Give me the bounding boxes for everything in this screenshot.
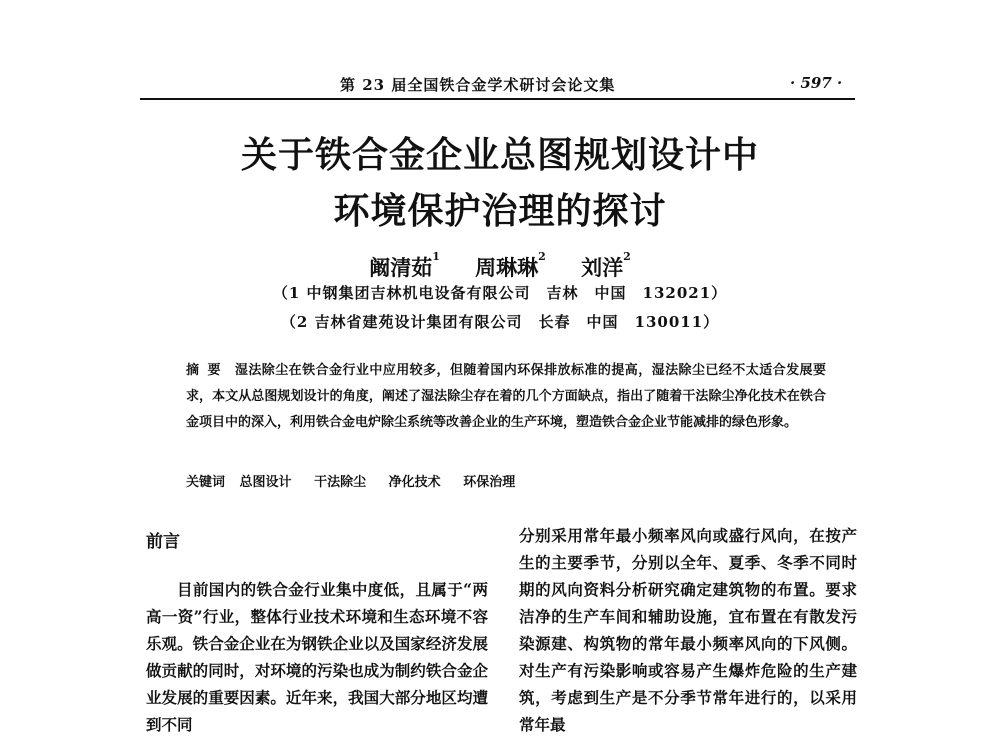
author-affiliation-mark: 2 — [538, 250, 546, 263]
affiliation-1: （1 中钢集团吉林机电设备有限公司 吉林 中国 132021） — [272, 284, 728, 302]
keywords — [186, 471, 533, 490]
body-paragraph: 目前国内的铁合金行业集中度低，且属于“两高一资”行业，整体行业技术环境和生态环境不容乐观。铁合金企业在为钢铁企业以及国家经济发展做贡献的同时，对环境的污染也成为制约铁合金企业发展的重要因素。近年来，我国大部分地区均遭到不同 — [146, 580, 488, 734]
body-paragraph: 分别采用常年最小频率风向或盛行风向，在按产生的主要季节，分别以全年、夏季、冬季不同时期的风向资料分析研究确定建筑物的布置。要求洁净的生产车间和辅助设施，宜布置在有散发污染源建、构筑物的常年最小频率风向的下风侧。对生产有污染影响或容易产生爆炸危险的生产建筑，考虑到生产是不分季节常年进行的，以采用常年最 — [519, 526, 857, 734]
section-heading-preface: 前言 — [146, 532, 180, 552]
affiliation-2: （2 吉林省建苑设计集团有限公司 长春 中国 130011） — [280, 313, 720, 331]
keywords-label: 关键词 — [186, 475, 226, 490]
paper-title-line-2: 环境保护治理的探讨 — [333, 191, 667, 232]
paper-title-line-1: 关于铁合金企业总图规划设计中 — [240, 135, 759, 176]
author-affiliation-mark: 2 — [623, 250, 631, 263]
keyword: 总图设计 — [239, 475, 292, 490]
page-number: · 597 · — [790, 74, 843, 92]
author-name: 阚清茹 — [369, 255, 433, 280]
keyword: 环保治理 — [463, 475, 516, 490]
abstract-text: 湿法除尘在铁合金行业中应用较多，但随着国内环保排放标准的提高，湿法除尘已经不太适合发展要求，本文从总图规划设计的角度，阐述了湿法除尘存在着的几个方面缺点，指出了随着干法除尘净化技术在铁合金项目中的深入，利用铁合金电炉除尘系统等改善企业的生产环境，塑造铁合金企业节能减排的绿色形象。 — [186, 363, 826, 430]
header-rule — [140, 98, 855, 100]
abstract-label: 摘要 — [186, 363, 229, 378]
body-column-left — [146, 576, 488, 738]
author-list — [0, 252, 1000, 282]
keyword: 净化技术 — [388, 475, 441, 490]
author-name: 刘洋 — [581, 255, 624, 280]
body-column-right — [519, 522, 857, 738]
abstract — [186, 358, 826, 436]
keyword: 干法除尘 — [314, 475, 367, 490]
author-affiliation-mark: 1 — [432, 250, 440, 263]
author-name: 周琳琳 — [475, 255, 539, 280]
journal-running-title: 第 23 届全国铁合金学术研讨会论文集 — [340, 76, 616, 94]
